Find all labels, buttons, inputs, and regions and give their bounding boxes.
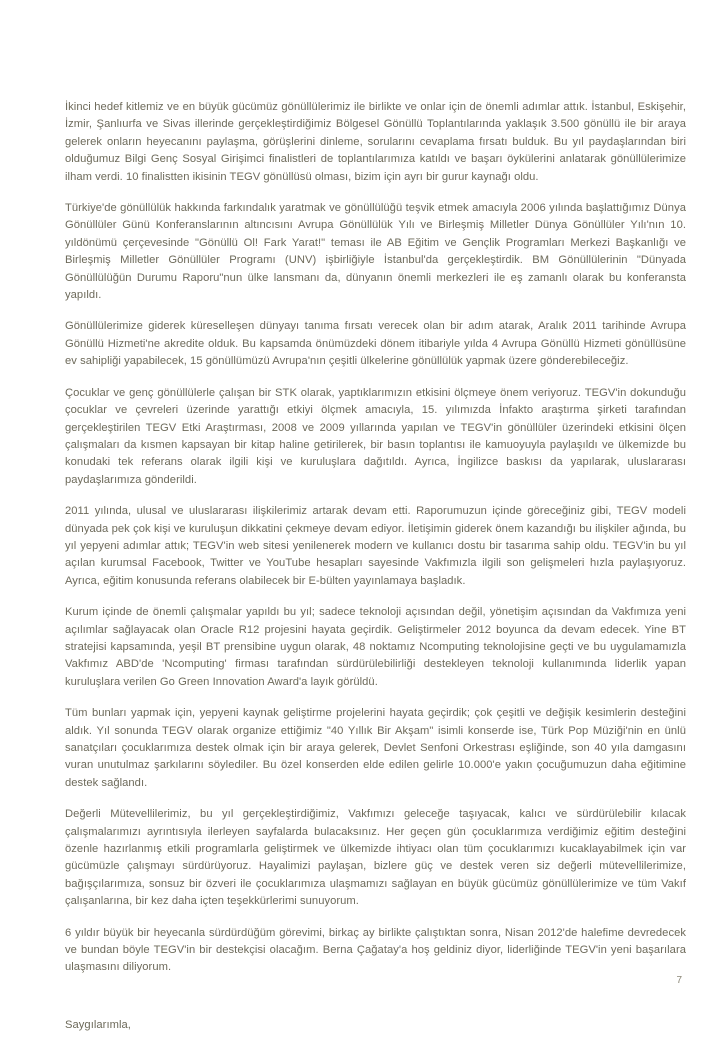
paragraph-volunteer-day-conference: Türkiye'de gönüllülük hakkında farkındalık yaratmak ve gönüllülüğü teşvik etmek amacıyla 2006 yılında başlattığımız Dünya Gönüllüler Günü Konferanslarının altıncısını Avrupa Gönüllülük Yılı ve Birleşmiş Milletler Dünya Gönüllüler Yılı'nın 10. yıldönümü çerçevesinde "Gönüllü Ol! Fark Yarat!" teması ile AB Eğitim ve Gençlik Programları Merkezi Başkanlığı ve Birleşmiş Milletler Gönüllüler Programı (UNV) işbirliğiyle İstanbul'da gerçekleştirdik. BM Gönüllülerinin "Dünyada Gönüllülüğün Durumu Raporu"nun ülke lansmanı da, dünyanın önemli merkezleri ile eş zamanlı olarak bu konferansta yapıldı.: [65, 202, 686, 302]
page-number: 7: [676, 975, 682, 986]
paragraph-volunteers: İkinci hedef kitlemiz ve en büyük gücümüz gönüllülerimiz ile birlikte ve onlar için de önemli adımlar attık. İstanbul, Eskişehir, İzmir, Şanlıurfa ve Sivas illerinde gerçekleştirdiğimiz Bölgesel Gönüllü Toplantılarında yaklaşık 3.500 gönüllü ile bir araya gelerek onların heyecanını paylaşma, görüşlerini dinleme, sorularını cevaplama fırsatı bulduk. Bu yıl paydaşlarından biri olduğumuz Bilgi Genç Sosyal Girişimci finalistleri de toplantılarımıza katıldı ve başarı öykülerini anlatarak gönüllülerimize ilham verdi. 10 finalistten ikisinin TEGV gönüllüsü olması, bizim için ayrı bir gurur kaynağı oldu.: [65, 101, 686, 183]
letter-body: [65, 99, 686, 1048]
paragraph-impact-research: Çocuklar ve genç gönüllülerle çalışan bir STK olarak, yaptıklarımızın etkisini ölçmeye önem veriyoruz. TEGV'in dokunduğu çocuklar ve çevreleri üzerinde yarattığı etkiyi ölçmek amacıyla, 15. yılımızda İnfakto araştırma şirketi tarafından gerçekleştirilen TEGV Etki Araştırması, 2008 ve 2009 yıllarında yapılan ve TEGV'in gönüllüler üzerindeki etkisini ölçen çalışmaları da kısmen kapsayan bir kitap haline getirilerek, bir basın toplantısı ile kamuoyuyla paylaşıldı ve ülkemizde bu konudaki tek referans olarak ilgili kişi ve kuruluşlara dağıtıldı. Ayrıca, İngilizce baskısı da yapılarak, uluslararası paydaşlarımıza gönderildi.: [65, 386, 686, 486]
paragraph-technology-governance: Kurum içinde de önemli çalışmalar yapıldı bu yıl; sadece teknoloji açısından değil, yönetişim açısından da Vakfımıza yeni açılımlar sağlayacak olan Oracle R12 projesini hayata geçirdik. Geliştirmeler 2012 boyunca da devam edecek. Yine BT stratejisi kapsamında, yeşil BT prensibine uygun olarak, 48 noktamız Ncomputing teknolojisine geçti ve bu uygulamamızla Vakfımız ABD'de 'Ncomputing' firması tarafından sürdürülebilirliği destekleyen teknoloji kullanımında liderlik yapan kuruluşlara verilen Go Green Innovation Award'a layık görüldü.: [65, 606, 686, 688]
paragraph-relations-communication: 2011 yılında, ulusal ve uluslararası ilişkilerimiz artarak devam etti. Raporumuzun içinde göreceğiniz gibi, TEGV modeli dünyada pek çok kişi ve kuruluşun dikkatini çekmeye devam ediyor. İletişimin giderek önem kazandığı bu ilişkiler ağında, bu yıl yepyeni adımlar attık; TEGV'in web sitesi yenilenerek modern ve kullanıcı dostu bir tasarıma sahip oldu. TEGV'in bu yıl açılan kurumsal Facebook, Twitter ve YouTube hesapları sayesinde Vakfımızla ilgili son gelişmeleri hızla paylaşıyoruz. Ayrıca, eğitim konusunda referans olabilecek bir E-bülten yayınlamaya başladık.: [65, 505, 686, 587]
paragraph-thanks-trustees: Değerli Mütevellilerimiz, bu yıl gerçekleştirdiğimiz, Vakfımızı geleceğe taşıyacak, kalıcı ve sürdürülebilir kılacak çalışmalarımızı ayrıntısıyla ilerleyen sayfalarda bulacaksınız. Her geçen gün çocuklarımıza verdiğimiz eğitim desteğini özenle hazırlanmış etkili programlarla geliştirmek ve ülkemizde ihtiyacı olan tüm çocuklarımızı kucaklayabilmek için var gücümüzle çalışmayı sürdürüyoruz. Hayalimizi paylaşan, bizlere güç ve destek veren siz değerli mütevellilerimize, bağışçılarımıza, sonsuz bir özveri ile çocuklarımıza ulaşmamızı sağlayan en büyük gücümüz gönüllülerimize ve tüm Vakıf çalışanlarına, bir kez daha içten teşekkürlerimi sunuyorum.: [65, 808, 686, 908]
paragraph-fundraising-concert: Tüm bunları yapmak için, yepyeni kaynak geliştirme projelerini hayata geçirdik; çok çeşitli ve değişik kesimlerin desteğini aldık. Yıl sonunda TEGV olarak organize ettiğimiz "40 Yıllık Bir Akşam" isimli konserde ise, Türk Pop Müziği'nin en ünlü sanatçıları çocuklarımıza destek olmak için bir araya gelerek, Devlet Senfoni Orkestrası eşliğinde, son 40 yıla damgasını vuran unutulmaz şarkılarını söylediler. Bu özel konserden elde edilen gelirle 10.000'e yakın çocuğumuzun daha eğitimine destek sağlandı.: [65, 707, 686, 789]
paragraph-handover: 6 yıldır büyük bir heyecanla sürdürdüğüm görevimi, birkaç ay birlikte çalıştıktan sonra, Nisan 2012'de halefime devredecek ve bundan böyle TEGV'in bir destekçisi olacağım. Berna Çağatay'a hoş geldiniz diyor, liderliğinde TEGV'in yeni başarılara ulaşmasını diliyorum.: [65, 926, 686, 974]
closing-salutation: Saygılarımla,: [65, 1018, 131, 1031]
paragraph-european-voluntary-service: Gönüllülerimize giderek küreselleşen dünyayı tanıma fırsatı verecek olan bir adım atarak, Aralık 2011 tarihinde Avrupa Gönüllü Hizmeti'ne akredite olduk. Bu kapsamda önümüzdeki dönem itibariyle yılda 4 Avrupa Gönüllü Hizmeti gönüllüsüne ev sahipliği yapabilecek, 15 gönüllümüzü Avrupa'nın çeşitli ülkelerine gönüllülük yapmak üzere gönderebileceğiz.: [65, 320, 686, 368]
